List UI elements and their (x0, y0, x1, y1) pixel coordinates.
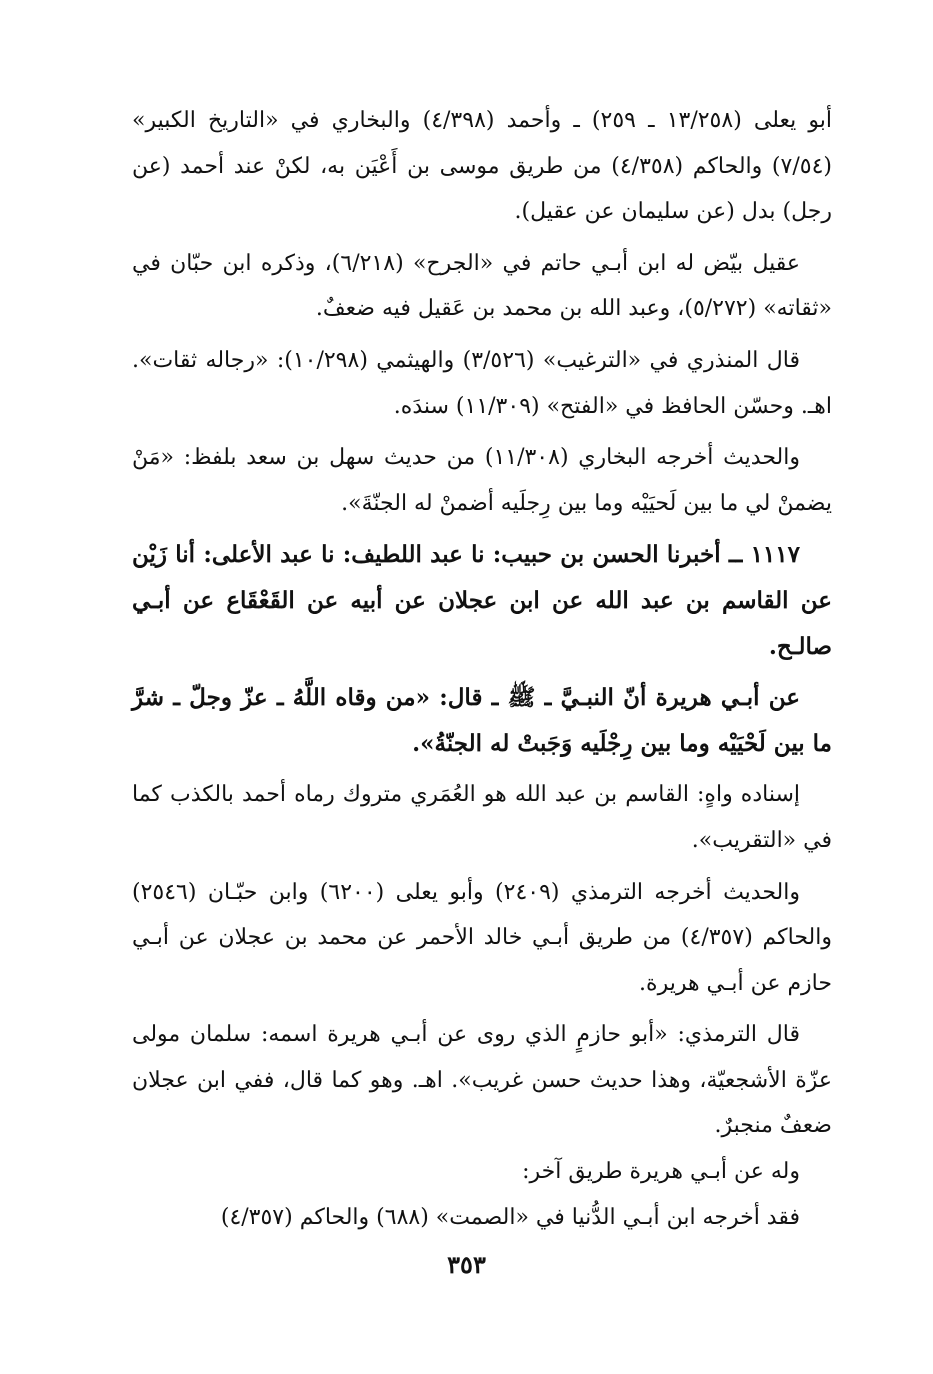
paragraph-8: والحديث أخرجه الترمذي (٢٤٠٩) وأبو يعلى (٦٢٠٠) وابن حبّـان (٢٥٤٦) والحاكم (٤/٣٥٧) من طريق أبـي خالد الأحمر عن محمد بن عجلان عن أبـي حازم عن أبـي هريرة. (132, 879, 832, 996)
paragraph-9: قال الترمذي: «أبو حازمٍ الذي روى عن أبـي هريرة اسمه: سلمان مولى عزّة الأشجعيّة، وهذا حديث حسن غريب». اهـ. وهو كما قال، ففي ابن عجلان ضعفٌ منجبرٌ. (132, 1022, 832, 1139)
paragraph-10: وله عن أبـي هريرة طريق آخر: (522, 1159, 800, 1185)
hadith-number-1117: ١١١٧ ــ أخبرنا الحسن بن حبيب: نا عبد اللطيف: نا عبد الأعلى: أنا زَيْن عن القاسم بن عبد الله عن ابن عجلان عن أبيه عن القَعْقَاع عن أبـي صالـح. (132, 541, 832, 660)
paragraph-4: والحديث أخرجه البخاري (١١/٣٠٨) من حديث سهل بن سعد بلفظ: «مَنْ يضمنْ لي ما بين لَحيَيْه وما بين رِجلَيه أضمنْ له الجنّةَ». (132, 445, 832, 516)
paragraph-2: عقيل بيّض له ابن أبـي حاتم في «الجرح» (٦/٢١٨)، وذكره ابن حبّان في «ثقاته» (٥/٢٧٢)، وعبد الله بن محمد بن عَقيل فيه ضعفٌ. (132, 250, 832, 322)
page-body (132, 98, 832, 1240)
paragraph-1: أبو يعلى (١٣/٢٥٨ ـ ٢٥٩) ـ وأحمد (٤/٣٩٨) والبخاري في «التاريخ الكبير» (٧/٥٤) والحاكم (٤/٣٥٨) من طريق موسى بن أَعْيَن به، لكنْ عند أحمد (عن رجل) بدل (عن سليمان عن عقيل). (132, 108, 832, 225)
paragraph-7: إسناده واهٍ: القاسم بن عبد الله هو العُمَري متروك رماه أحمد بالكذب كما في «التقريب». (132, 782, 832, 853)
paragraph-11: فقد أخرجه ابن أبـي الدُّنيا في «الصمت» (٦٨٨) والحاكم (٤/٣٥٧) (220, 1204, 800, 1230)
paragraph-3: قال المنذري في «الترغيب» (٣/٥٢٦) والهيثمي (١٠/٢٩٨): «رجاله ثقات». اهـ. وحسّن الحافظ في «الفتح» (١١/٣٠٩) سندَه. (132, 347, 832, 419)
hadith-text: عن أبـي هريرة أنّ النبـيَّ ـ ﷺ ـ قال: «من وقاه اللَّهُ ـ عزّ وجلّ ـ شرَّ ما بين لَحْيَيْه وما بين رِجْلَيه وَجَبتْ له الجنّةُ». (132, 684, 832, 757)
page-number: ٣٥٣ (447, 1250, 486, 1279)
